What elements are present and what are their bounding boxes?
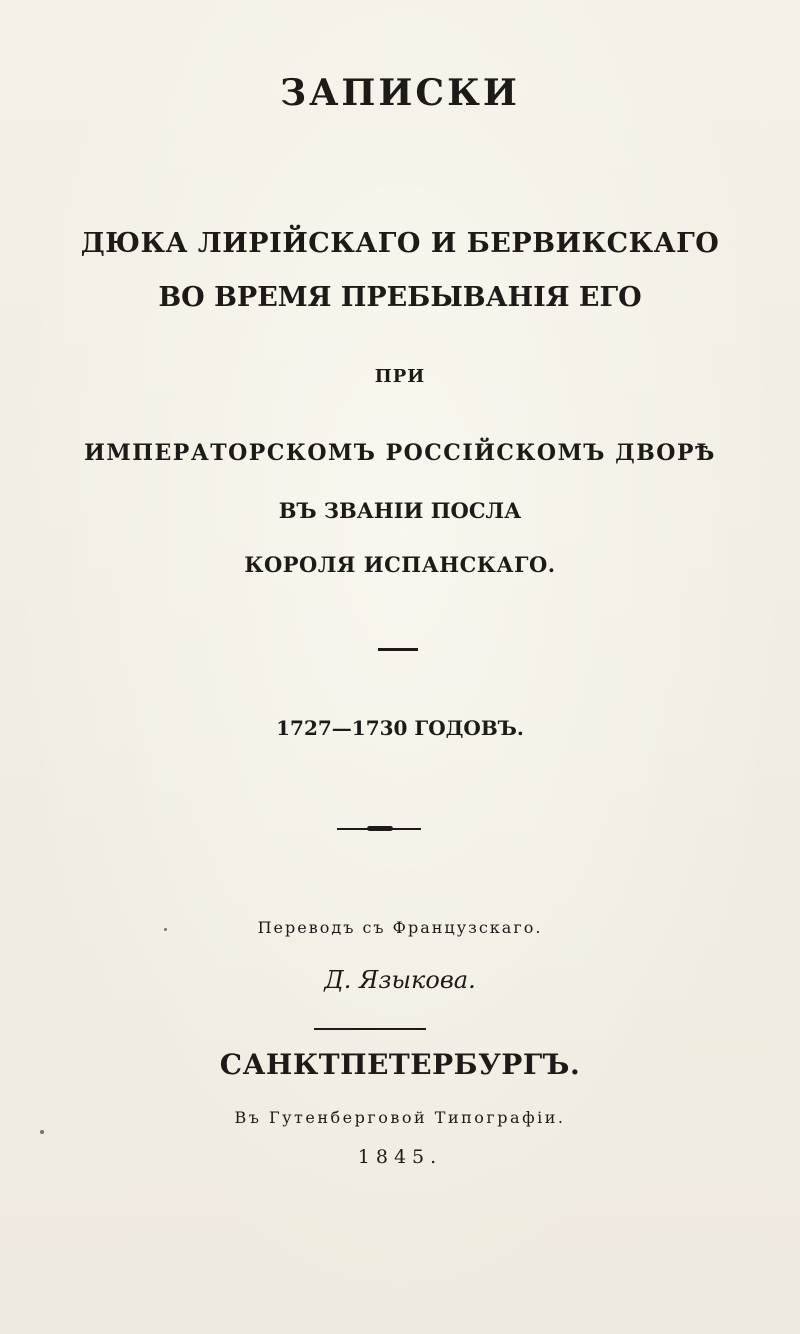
paper-speck	[40, 1130, 44, 1134]
subtitle-line-1: ДЮКА ЛИРІЙСКАГО И БЕРВИКСКАГО	[80, 228, 720, 259]
publication-year: 1845.	[357, 1146, 443, 1168]
ornamental-rule-center	[367, 826, 393, 831]
subtitle-court: ИМПЕРАТОРСКОМЪ РОССІЙСКОМЪ ДВОРѢ	[84, 440, 716, 466]
years-range: 1727—1730 ГОДОВЪ.	[276, 716, 524, 740]
publication-city: САНКТПЕТЕРБУРГЪ.	[219, 1048, 581, 1081]
subtitle-connector: ПРИ	[374, 366, 426, 387]
subtitle-rank: ВЪ ЗВАНІИ ПОСЛА	[278, 498, 522, 523]
translation-note: Переводъ съ Французскаго.	[257, 918, 543, 937]
printing-house: Въ Гутенберговой Типографіи.	[234, 1108, 566, 1127]
divider-rule	[314, 1028, 426, 1030]
subtitle-line-2: ВО ВРЕМЯ ПРЕБЫВАНІЯ ЕГО	[158, 282, 642, 313]
book-title: ЗАПИСКИ	[280, 72, 520, 114]
divider-rule	[378, 648, 418, 651]
subtitle-king: КОРОЛЯ ИСПАНСКАГО.	[244, 552, 556, 577]
paper-speck	[164, 928, 167, 931]
translator-name: Д. Языкова.	[324, 966, 476, 994]
